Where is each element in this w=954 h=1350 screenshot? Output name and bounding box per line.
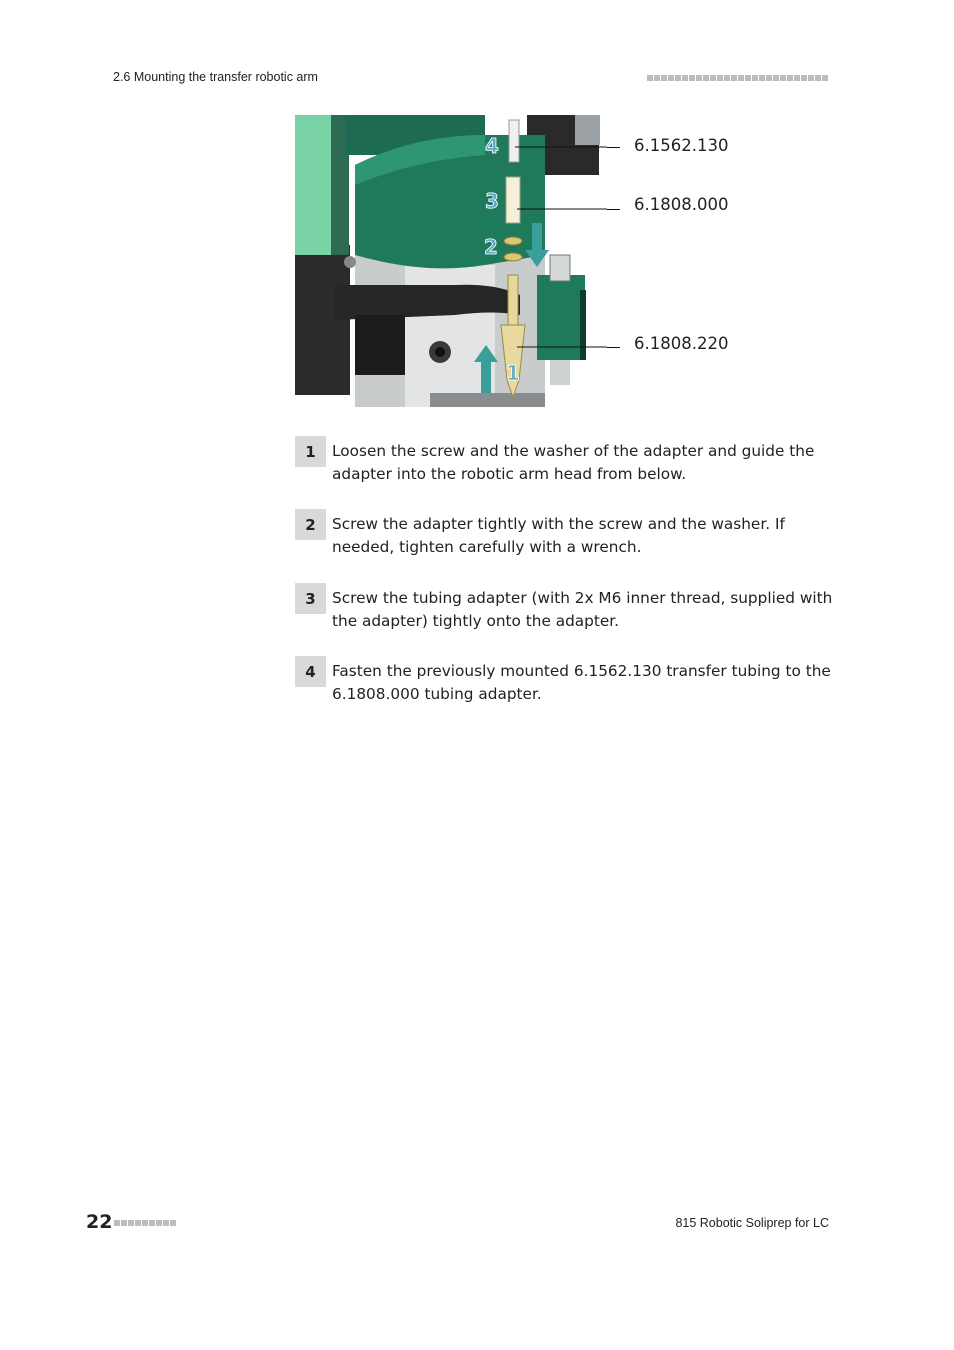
header-decoration — [647, 75, 828, 81]
decor-square — [682, 75, 688, 81]
decor-square — [114, 1220, 120, 1226]
decor-square — [745, 75, 751, 81]
part-label-tubing-adapter: 6.1808.000 — [634, 195, 729, 214]
svg-text:1: 1 — [506, 361, 520, 385]
decor-square — [135, 1220, 141, 1226]
decor-square — [738, 75, 744, 81]
decor-square — [668, 75, 674, 81]
part-label-adapter: 6.1808.220 — [634, 334, 729, 353]
step-number: 1 — [295, 436, 326, 467]
decor-square — [752, 75, 758, 81]
decor-square — [675, 75, 681, 81]
decor-square — [170, 1220, 176, 1226]
decor-square — [717, 75, 723, 81]
decor-square — [661, 75, 667, 81]
document-title: 815 Robotic Soliprep for LC — [675, 1216, 829, 1230]
decor-square — [773, 75, 779, 81]
decor-square — [689, 75, 695, 81]
svg-text:4: 4 — [485, 134, 499, 158]
running-header-section: 2.6 Mounting the transfer robotic arm — [113, 70, 318, 84]
decor-square — [710, 75, 716, 81]
leader-line — [607, 147, 620, 148]
decor-square — [759, 75, 765, 81]
footer-decoration — [114, 1220, 176, 1226]
decor-square — [815, 75, 821, 81]
step-text: Loosen the screw and the washer of the adapter and guide the adapter into the robotic arm head from below. — [332, 442, 815, 483]
decor-square — [128, 1220, 134, 1226]
decor-square — [654, 75, 660, 81]
robotic-arm-illustration — [295, 115, 607, 407]
decor-square — [121, 1220, 127, 1226]
svg-text:3: 3 — [485, 189, 499, 213]
decor-square — [731, 75, 737, 81]
decor-square — [149, 1220, 155, 1226]
part-label-tubing: 6.1562.130 — [634, 136, 729, 155]
step-number: 3 — [295, 583, 326, 614]
decor-square — [647, 75, 653, 81]
instruction-step — [295, 583, 835, 633]
decor-square — [156, 1220, 162, 1226]
decor-square — [808, 75, 814, 81]
step-number: 4 — [295, 656, 326, 687]
decor-square — [801, 75, 807, 81]
decor-square — [787, 75, 793, 81]
decor-square — [822, 75, 828, 81]
step-number: 2 — [295, 509, 326, 540]
step-text: Fasten the previously mounted 6.1562.130 transfer tubing to the 6.1808.000 tubing adapter. — [332, 662, 831, 703]
leader-line — [607, 347, 620, 348]
page-number: 22 — [86, 1211, 113, 1233]
step-text: Screw the adapter tightly with the screw and the washer. If needed, tighten carefully with a wrench. — [332, 515, 785, 556]
step-text: Screw the tubing adapter (with 2x M6 inner thread, supplied with the adapter) tightly onto the adapter. — [332, 589, 833, 630]
decor-square — [142, 1220, 148, 1226]
decor-square — [724, 75, 730, 81]
leader-line — [607, 209, 620, 210]
instruction-step — [295, 656, 835, 706]
decor-square — [696, 75, 702, 81]
decor-square — [794, 75, 800, 81]
instruction-step — [295, 436, 835, 486]
decor-square — [703, 75, 709, 81]
decor-square — [766, 75, 772, 81]
svg-text:2: 2 — [484, 235, 498, 259]
decor-square — [780, 75, 786, 81]
instruction-step — [295, 509, 835, 559]
decor-square — [163, 1220, 169, 1226]
